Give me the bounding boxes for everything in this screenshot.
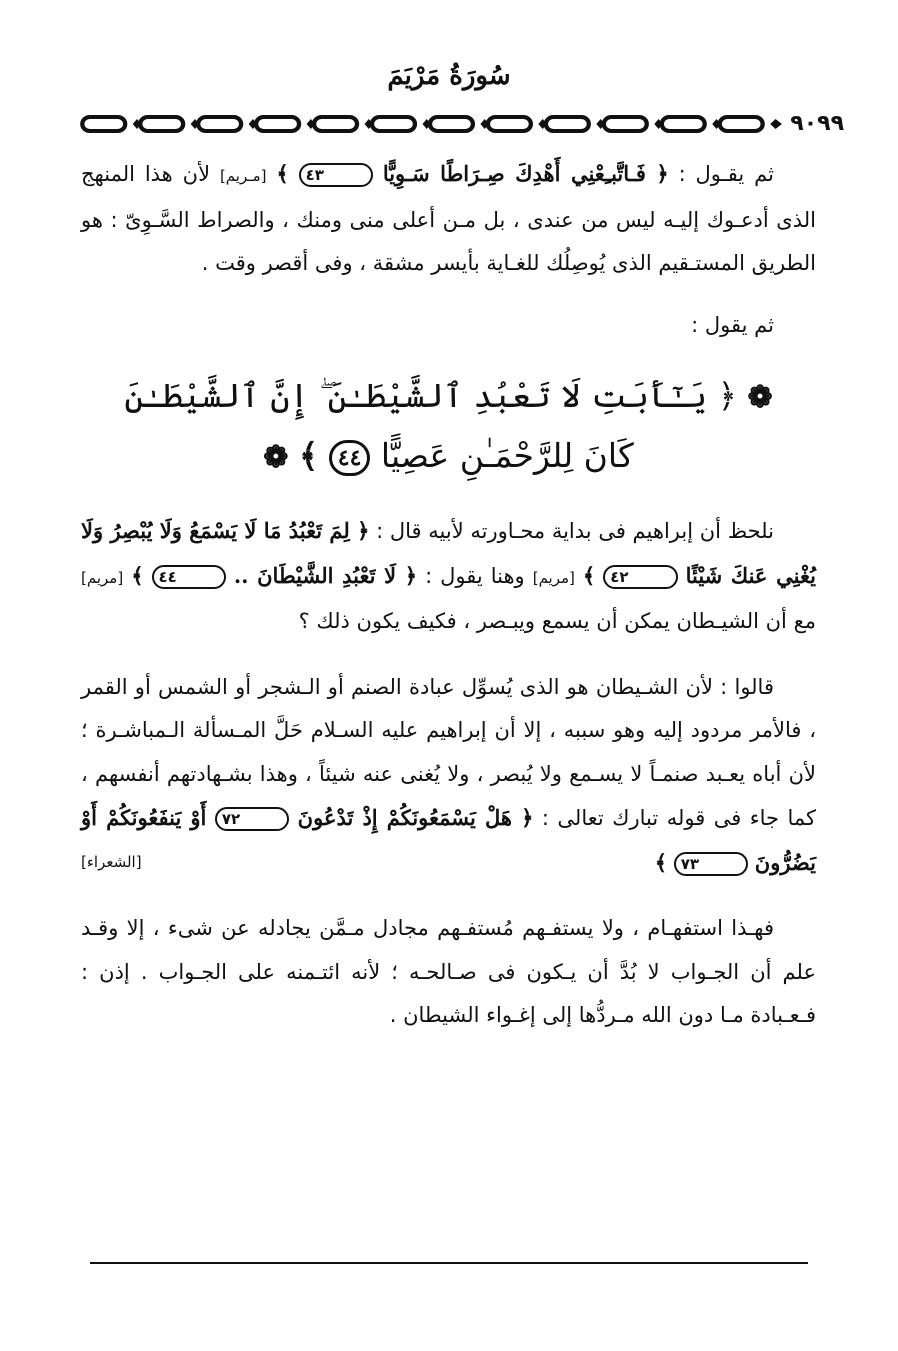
paragraph-3-c: مع أن الشيـطان يمكن أن يسمع ويبـصر ، فكيف يكون ذلك ؟ bbox=[298, 609, 816, 633]
paragraph-1-text: لأن هذا المنهج الذى أدعـوك إليـه ليس من عندى ، بل مـن أعلى منى ومنك ، والصراط السَّـوِىّ : هو الطريق المستـقيم الذى يُوصِلُك للغـاية بأيسر مشقة ، وفى أقصر وقت . bbox=[81, 162, 816, 275]
quran-verse-42: ﴿ لِمَ تَعْبُدُ مَا لَا يَسْمَعُ وَلَا يُبْصِرُ وَلَا يُغْنِي عَنكَ شَيْئًا bbox=[81, 518, 816, 588]
quran-verse-43: ﴿ فَـاتَّبـِعْنِي أَهْدِكَ صِـرَاطًا سَـوِيًّا bbox=[382, 161, 669, 186]
paragraph-2: ثم يقول : bbox=[691, 312, 774, 337]
verse-line-2-text: كَانَ لِلرَّحْمَـٰنِ عَصِيًّا bbox=[380, 436, 634, 475]
paragraph-3-a: نلحظ أن إبراهيم فى بداية محـاورته لأبيه قال : bbox=[376, 519, 774, 543]
paragraph-3 bbox=[81, 509, 816, 644]
surah-reference: [مريم] bbox=[81, 568, 124, 587]
surah-reference: [مـريم] bbox=[219, 167, 267, 185]
verse-flourish-icon: ❁ bbox=[747, 380, 773, 415]
surah-reference: [الشعراء] bbox=[81, 852, 142, 871]
ayah-number-43: ٤٣ bbox=[299, 163, 373, 187]
surah-title: سُورَةُ مَرْيَمَ bbox=[387, 61, 511, 91]
ayah-number-72: ٧٢ bbox=[215, 807, 289, 831]
paragraph-3-b: وهنا يقول : bbox=[425, 563, 525, 588]
verse-flourish-icon: ❁ bbox=[263, 440, 289, 475]
verse-close-bracket: ﴾ bbox=[298, 436, 319, 475]
highlighted-verse-block bbox=[81, 367, 816, 487]
ayah-number-42: ٤٢ bbox=[603, 565, 677, 589]
page-body bbox=[81, 152, 816, 1038]
surah-reference: [مريم] bbox=[532, 568, 575, 587]
quran-verse-44-short: ﴿ لَا تَعْبُدِ الشَّيْطَانَ .. bbox=[233, 562, 418, 588]
quran-verse-73: أَوْ يَنفَعُونَكُمْ أَوْ يَضُرُّونَ bbox=[81, 805, 816, 875]
paragraph-4 bbox=[81, 666, 816, 886]
paragraph-1 bbox=[81, 152, 816, 286]
paragraph-1-intro: ثم يقـول : bbox=[678, 162, 774, 186]
ayah-number-44: ٤٤ bbox=[152, 565, 226, 589]
verse-line-2 bbox=[81, 427, 816, 487]
verse-close-bracket: ﴾ bbox=[276, 161, 289, 186]
header-ornament-row bbox=[78, 110, 848, 138]
ornament-chain-icon bbox=[78, 113, 786, 135]
verse-line-1-text: ﴿ يَـٰٓأَبَتِ لَا تَعْبُدِ ٱلشَّيْطَـٰنَ ۖ إِنَّ ٱلشَّيْطَـٰنَ bbox=[124, 376, 737, 415]
verse-close-bracket: ﴾ bbox=[582, 562, 596, 588]
ayah-number-44: ٤٤ bbox=[329, 440, 371, 476]
page-number: ٩٠٩٩ bbox=[790, 111, 844, 136]
verse-line-1 bbox=[81, 367, 816, 427]
paragraph-5: فهـذا استفهـام ، ولا يستفـهم مُستفـهم مجادل مـمَّن يجادله عن شىء ، إلا وقـد علم أن الجـواب لا بُدَّ أن يـكون فى صـالحـه ؛ لأنه ائتـمنه على الجـواب . إذن : فـعـبادة مـا دون الله مـردُّها إلى إغـواء الشيطان . bbox=[81, 916, 816, 1027]
footer-divider bbox=[90, 1262, 808, 1264]
verse-close-bracket: ﴾ bbox=[131, 562, 144, 588]
verse-close-bracket: ﴾ bbox=[654, 849, 668, 875]
quran-verse-72: ﴿ هَلْ يَسْمَعُونَكُمْ إِذْ تَدْعُونَ bbox=[297, 805, 534, 830]
ayah-number-73: ٧٣ bbox=[674, 852, 748, 876]
paragraph-4-a: قالوا : لأن الشـيطان هو الذى يُسوِّل عبادة الصنم أو الـشجر أو الشمس أو القمر ، فالأمر مردود إليه وهو سببه ، إلا أن إبراهيم عليه السـلام حَلَّ المـسألة الـمباشـرة ؛ لأن أباه يعـبد صنمـاً لا يسـمع ولا يُبصر ، ولا يُغنى عنه شيئاً ، وهذا بشـهادتهم أنفسهم ، كما جاء فى قوله تبارك تعالى : bbox=[81, 674, 816, 830]
